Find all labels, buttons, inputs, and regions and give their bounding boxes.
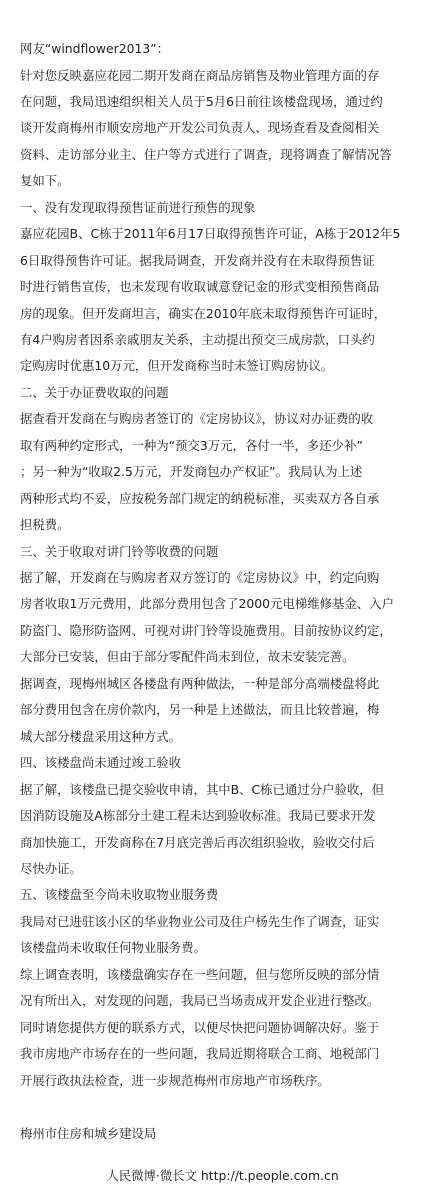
letter-line: 两种形式均不妥，应按税务部门规定的纳税标准，买卖双方各自承	[20, 490, 380, 506]
letter-line: 资料、走访部分业主、住户等方式进行了调查，现将调查了解情况答	[20, 146, 392, 162]
letter-line: 三、关于收取对讲门铃等收费的问题	[20, 543, 219, 559]
letter-line: 因消防设施及A栋部分土建工程未达到验收标准。我局已要求开发	[20, 808, 376, 823]
letter-line: 商加快施工，开发商称在7月底完善后再次组织验收，验收交付后	[20, 834, 375, 850]
letter-line: 房者收取1万元费用，此部分费用包含了2000元电梯维修基金、入户	[20, 596, 394, 612]
letter-line: 谈开发商梅州市顺安房地产开发公司负责人、现场查看及查阅相关	[20, 120, 380, 136]
watermark-footer: 人民微博·微长文 http://t.people.com.cn	[106, 1168, 339, 1183]
letter-line: 网友“windflower2013”：	[20, 41, 170, 56]
letter-line: 据查看开发商在与购房者签订的《定房协议》，协议对办证费的收	[20, 411, 374, 427]
letter-line: 开展行政执法检查，进一步规范梅州市房地产市场秩序。	[20, 1072, 330, 1088]
letter-line: 梅州市住房和城乡建设局	[20, 1125, 157, 1141]
letter-line: 部分费用包含在房价款内，另一种是上述做法，而且比较普遍，梅	[20, 702, 380, 718]
letter-line: 该楼盘尚未收取任何物业服务费。	[20, 940, 206, 956]
letter-line: 五、该楼盘至今尚未收取物业服务费	[20, 887, 219, 903]
letter-line: 时进行销售宣传，也未发现有收取诚意登记金的形式变相预售商品	[20, 279, 380, 294]
letter-line: 取有两种约定形式，一种为“预交3万元，各付一半，多还少补”	[20, 437, 363, 453]
letter-line: 在问题，我局迅速组织相关人员于5月6日前往该楼盘现场，通过约	[20, 93, 383, 109]
letter-line: 一、没有发现取得预售证前进行预售的现象	[20, 199, 256, 215]
letter-line: 我市房地产市场存在的一些问题，我局近期将联合工商、地税部门	[20, 1046, 380, 1062]
letter-line: 我局对已进驻该小区的华业物业公司及住户杨先生作了调查，证实	[20, 913, 380, 929]
letter-line: 同时请您提供方便的联系方式，以便尽快把问题协调解决好。鉴于	[20, 1019, 380, 1035]
letter-line: 况有所出入，对发现的问题，我局已当场责成开发企业进行整改。	[20, 993, 380, 1009]
letter-line: 二、关于办证费收取的问题	[20, 384, 169, 400]
letter-line: 嘉应花园B、C栋于2011年6月17日取得预售许可证，A栋于2012年5	[20, 226, 401, 242]
letter-line: 针对您反映嘉应花园二期开发商在商品房销售及物业管理方面的存	[20, 67, 380, 83]
letter-line: 担税费。	[20, 517, 70, 533]
letter-line: 四、该楼盘尚未通过竣工验收	[20, 755, 182, 771]
letter-line: 6日取得预售许可证。据我局调查，开发商并没有在未取得预售证	[20, 252, 375, 268]
letter-line: 据调查，现梅州城区各楼盘有两种做法，一种是部分高端楼盘将此	[20, 675, 380, 691]
letter-line: 房的现象。但开发商坦言，确实在2010年底未取得预售许可证时，	[20, 305, 387, 321]
letter-line: 大部分已安装，但由于部分零配件尚未到位，故未安装完善。	[20, 649, 355, 665]
letter-line: 据了解，该楼盘已提交验收申请，其中B、C栋已通过分户验收，但	[20, 781, 385, 797]
letter-line: 据了解，开发商在与购房者双方签订的《定房协议》中，约定向购	[20, 570, 380, 585]
letter-line: 城大部分楼盘采用这种方式。	[20, 728, 182, 744]
letter-line: 有4户购房者因系亲戚朋友关系，主动提出预交三成房款，口头约	[20, 331, 375, 347]
letter-line: 综上调查表明，该楼盘确实存在一些问题，但与您所反映的部分情	[20, 966, 380, 982]
letter-line: 复如下。	[20, 173, 70, 189]
letter-line: 定购房时优惠10万元，但开发商称当时未签订购房协议。	[20, 358, 334, 374]
letter-line: 防盗门、隐形防盗网、可视对讲门铃等设施费用。目前按协议约定，	[20, 622, 392, 638]
letter-line: ；另一种为“收取2.5万元，开发商包办产权证”。我局认为上述	[20, 464, 363, 480]
letter-line: 尽快办证。	[20, 860, 82, 876]
